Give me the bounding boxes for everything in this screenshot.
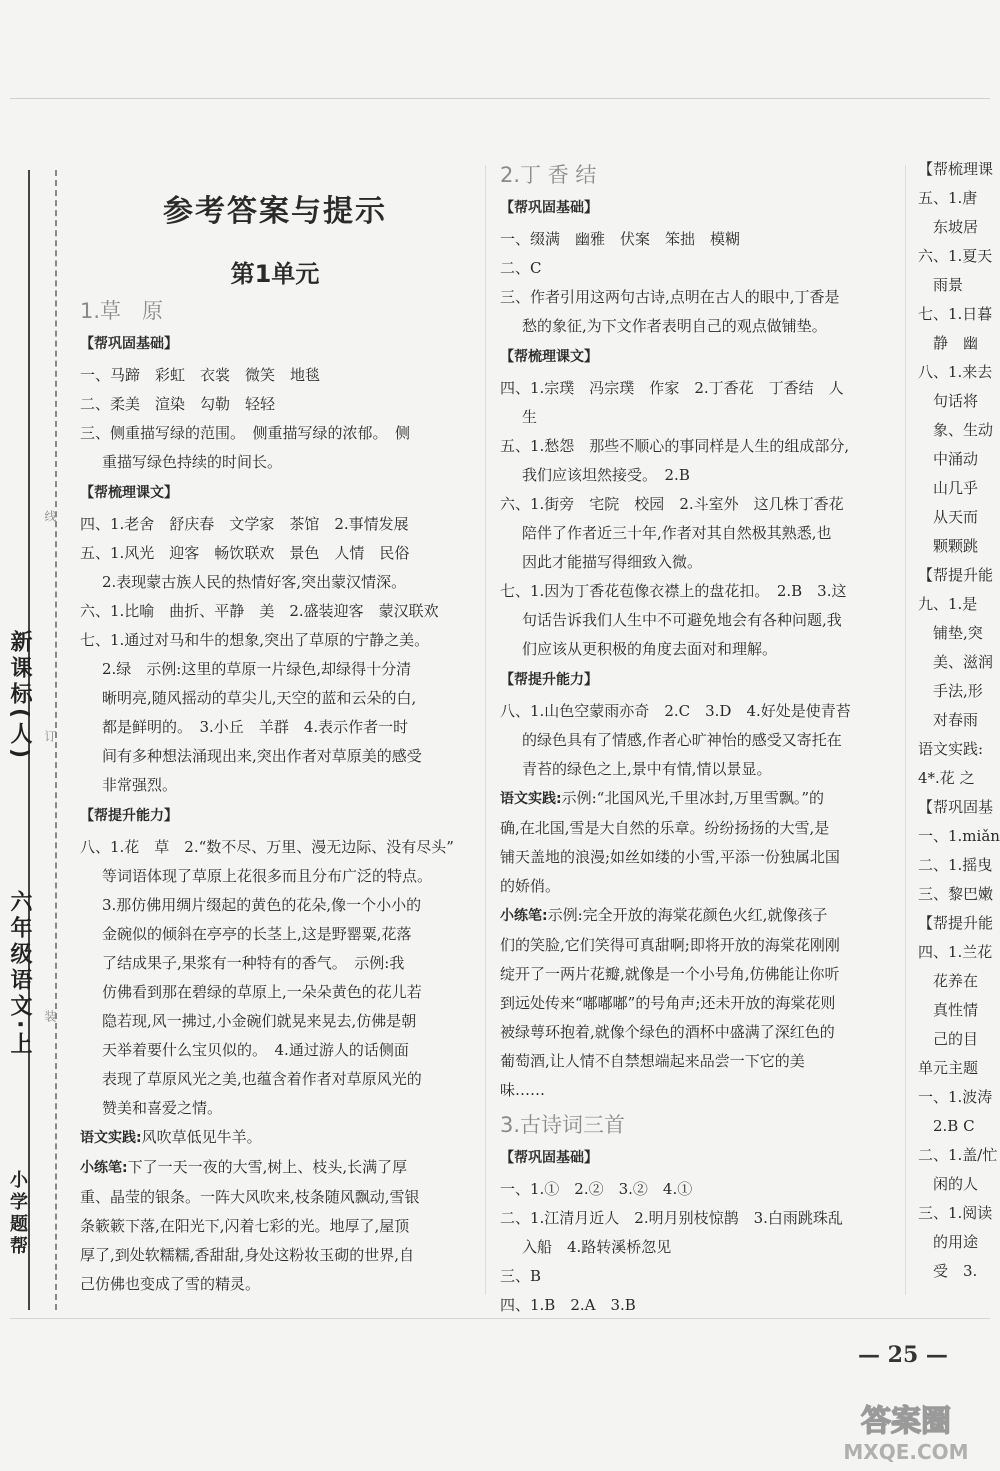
answer-label: 小练笔:	[500, 908, 548, 924]
answer-line: 们的笑脸,它们笑得可真甜啊;即将开放的海棠花刚刚	[500, 936, 840, 954]
cut-mark-bind: 订	[43, 730, 57, 742]
answer-line: 四、1.老舍 舒庆春 文学家 茶馆 2.事情发展	[80, 515, 409, 533]
answer-line: 二、1.摇曳	[918, 856, 993, 874]
answer-text: 示例:“北国风光,千里冰封,万里雪飘。”的	[561, 789, 825, 807]
answer-line: 五、1.风光 迎客 畅饮联欢 景色 人情 民俗	[80, 544, 410, 562]
answer-line: 五、1.愁怨 那些不顺心的事同样是人生的组成部分,	[500, 437, 850, 455]
section-heading: 【帮巩固基础】	[80, 336, 178, 352]
column-middle-content	[500, 161, 890, 1320]
answer-line: 雨景	[918, 276, 964, 294]
answer-line: 语文实践:	[918, 740, 984, 758]
watermark-brand: 答案圈	[861, 1404, 951, 1439]
answer-line	[500, 784, 890, 814]
answer-line: 己仿佛也变成了雪的精灵。	[80, 1275, 261, 1293]
answer-line: 九、1.是	[918, 595, 978, 613]
answer-line: 间有多种想法涌现出来,突出作者对草原美的感受	[102, 747, 422, 765]
section-heading: 【帮提升能力】	[80, 808, 178, 824]
answer-line: 美、滋润	[918, 653, 994, 671]
answer-line: 【帮提升能	[918, 566, 994, 584]
answer-line: 三、1.阅读	[918, 1204, 993, 1222]
answer-line: 一、1.miǎn	[918, 827, 1000, 845]
answer-line: 山几乎	[918, 479, 979, 497]
answer-line: 天举着要什么宝贝似的。 4.通过游人的话侧面	[102, 1041, 409, 1059]
answer-line	[80, 1123, 470, 1153]
column-middle	[500, 155, 890, 1320]
top-divider	[10, 98, 990, 99]
section-heading: 【帮巩固基础】	[500, 200, 598, 216]
answer-line: 金碗似的倾斜在亭亭的长茎上,这是野罂粟,花落	[102, 925, 412, 943]
answer-line: 一、1.波涛	[918, 1088, 993, 1106]
section-heading: 【帮巩固基础】	[500, 1150, 598, 1166]
answer-line: 二、C	[500, 259, 542, 277]
answer-line: 七、1.因为丁香花苞像衣襟上的盘花扣。 2.B 3.这	[500, 582, 847, 600]
answer-line: 五、1.唐	[918, 189, 978, 207]
lesson-title: 2.丁 香 结	[500, 163, 597, 187]
answer-line: 四、1.B 2.A 3.B	[500, 1296, 636, 1314]
answer-line: 表现了草原风光之美,也蕴含着作者对草原风光的	[102, 1070, 422, 1088]
answer-line: 到远处传来“嘟嘟嘟”的号角声;还未开放的海棠花则	[500, 994, 836, 1012]
column-separator	[905, 165, 906, 1295]
column-right-content	[918, 155, 1000, 1286]
answer-line: 三、侧重描写绿的范围。 侧重描写绿的浓郁。 侧	[80, 424, 411, 442]
answer-line: 静 幽	[918, 334, 979, 352]
answer-line: 八、1.花 草 2.“数不尽、万里、漫无边际、没有尽头”	[80, 838, 454, 856]
answer-line: 铺垫,突	[918, 624, 983, 642]
answer-line: 晰明亮,随风摇动的草尖儿,天空的蓝和云朵的白,	[102, 689, 417, 707]
answer-line: 对春雨	[918, 711, 979, 729]
watermark-logo	[818, 1395, 993, 1465]
column-left-content	[80, 297, 470, 1299]
answer-line: 己的目	[918, 1030, 979, 1048]
answer-line: 象、生动	[918, 421, 994, 439]
series-label: 新课标(人)	[7, 630, 32, 763]
answer-line: 因此才能描写得细致入微。	[522, 553, 703, 571]
answer-line: 手法,形	[918, 682, 983, 700]
answer-line: 句话告诉我们人生中不可避免地会有各种问题,我	[522, 611, 842, 629]
unit-title: 第1单元	[230, 260, 320, 288]
answer-line: 仿佛看到那在碧绿的草原上,一朵朵黄色的花儿若	[102, 983, 422, 1001]
answer-line: 我们应该坦然接受。 2.B	[522, 466, 690, 484]
answer-line: 等词语体现了草原上花很多而且分布广泛的特点。	[102, 867, 433, 885]
answer-line: 2.表现蒙古族人民的热情好客,突出蒙汉情深。	[102, 573, 407, 591]
answer-line: 闲的人	[918, 1175, 979, 1193]
answer-text: 示例:完全开放的海棠花颜色火红,就像孩子	[547, 906, 828, 924]
answer-line: 重描写绿色持续的时间长。	[102, 453, 283, 471]
answer-line: 味……	[500, 1081, 546, 1099]
answer-line	[80, 1153, 470, 1183]
answer-line: 东坡居	[918, 218, 979, 236]
cut-mark-line: 线	[43, 510, 57, 522]
answer-line: 六、1.夏天	[918, 247, 993, 265]
answer-line: 三、B	[500, 1267, 542, 1285]
watermark-url: MXQE.COM	[843, 1440, 969, 1464]
answer-line: 句话将	[918, 392, 979, 410]
grade-label: 六年级语文·上	[7, 890, 32, 1059]
answer-line: 确,在北国,雪是大自然的乐章。纷纷扬扬的大雪,是	[500, 819, 830, 837]
bottom-divider	[10, 1318, 990, 1319]
answer-line: 从天而	[918, 508, 979, 526]
answer-line: 非常强烈。	[102, 776, 178, 794]
answer-line: 的绿色具有了情感,作者心旷神怡的感受又寄托在	[522, 731, 842, 749]
column-separator	[485, 165, 486, 1295]
section-heading: 【帮提升能力】	[500, 672, 598, 688]
answer-line: 都是鲜明的。 3.小丘 羊群 4.表示作者一时	[102, 718, 409, 736]
answer-line: 们应该从更积极的角度去面对和理解。	[522, 640, 778, 658]
answer-line: 一、缀满 幽雅 伏案 笨拙 模糊	[500, 230, 741, 248]
answer-line: 二、柔美 渲染 勾勒 轻轻	[80, 395, 276, 413]
answer-line: 厚了,到处软糯糯,香甜甜,身处这粉妆玉砌的世界,自	[80, 1246, 415, 1264]
answer-line: 【帮巩固基	[918, 798, 994, 816]
binding-gutter	[0, 160, 72, 1310]
answer-line: 【帮梳理课	[918, 160, 994, 178]
answer-line: 花养在	[918, 972, 979, 990]
answer-line: 颗颗跳	[918, 537, 979, 555]
answer-line: 真性情	[918, 1001, 979, 1019]
answer-line: 六、1.街旁 宅院 校园 2.斗室外 这几株丁香花	[500, 495, 844, 513]
answer-line: 四、1.兰花	[918, 943, 993, 961]
column-left	[80, 155, 470, 1299]
answer-line: 七、1.日暮	[918, 305, 993, 323]
answer-line: 三、作者引用这两句古诗,点明在古人的眼中,丁香是	[500, 288, 840, 306]
answer-line	[500, 901, 890, 931]
section-heading: 【帮梳理课文】	[500, 349, 598, 365]
answer-line: 中涌动	[918, 450, 979, 468]
answer-line: 铺天盖地的浪漫;如丝如缕的小雪,平添一份独属北国	[500, 848, 840, 866]
answer-line: 二、1.盖/忙	[918, 1146, 998, 1164]
answer-text: 风吹草低见牛羊。	[141, 1128, 262, 1146]
page-number: — 25 —	[858, 1342, 948, 1368]
answer-line: 【帮提升能	[918, 914, 994, 932]
answer-line: 一、马蹄 彩虹 衣裳 微笑 地毯	[80, 366, 321, 384]
answer-line: 条簌簌下落,在阳光下,闪着七彩的光。地厚了,屋顶	[80, 1217, 410, 1235]
cut-mark-pack: 装	[43, 1010, 57, 1022]
column-right-partial	[918, 155, 1000, 1305]
answer-line: 重、晶莹的银条。一阵大风吹来,枝条随风飘动,雪银	[80, 1188, 420, 1206]
answer-line: 2.绿 示例:这里的草原一片绿色,却绿得十分清	[102, 660, 412, 678]
answer-label: 语文实践:	[80, 1130, 142, 1146]
answer-line: 愁的象征,为下文作者表明自己的观点做铺垫。	[522, 317, 827, 335]
answer-line: 三、黎巴嫩	[918, 885, 994, 903]
answer-line: 葡萄酒,让人情不自禁想端起来品尝一下它的美	[500, 1052, 805, 1070]
page-title: 参考答案与提示	[163, 194, 387, 229]
answer-line: 一、1.① 2.② 3.② 4.①	[500, 1180, 693, 1198]
answer-line: 二、1.江清月近人 2.明月别枝惊鹊 3.白雨跳珠乱	[500, 1209, 843, 1227]
answer-line: 单元主题	[918, 1059, 979, 1077]
answer-line: 被绿萼环抱着,就像个绿色的酒杯中盛满了深红色的	[500, 1023, 835, 1041]
answer-label: 语文实践:	[500, 791, 562, 807]
answer-line: 绽开了一两片花瓣,就像是一个小号角,仿佛能让你听	[500, 965, 840, 983]
answer-line: 入船 4.路转溪桥忽见	[522, 1238, 672, 1256]
answer-line: 3.那仿佛用绸片缀起的黄色的花朵,像一个小小的	[102, 896, 422, 914]
answer-line: 八、1.山色空蒙雨亦奇 2.C 3.D 4.好处是使青苔	[500, 702, 851, 720]
brand-label: 小学题帮	[7, 1170, 28, 1258]
answer-line: 了结成果子,果浆有一种特有的香气。 示例:我	[102, 954, 405, 972]
section-heading: 【帮梳理课文】	[80, 485, 178, 501]
lesson-title: 3.古诗词三首	[500, 1113, 626, 1137]
answer-label: 小练笔:	[80, 1160, 128, 1176]
answer-line: 4*.花 之	[918, 769, 975, 787]
answer-line: 赞美和喜爱之情。	[102, 1099, 223, 1117]
answer-line: 陪伴了作者近三十年,作者对其自然极其熟悉,也	[522, 524, 832, 542]
answer-line: 隐若现,风一拂过,小金碗们就晃来晃去,仿佛是朝	[102, 1012, 417, 1030]
answer-line: 的用途	[918, 1233, 979, 1251]
answer-line: 七、1.通过对马和牛的想象,突出了草原的宁静之美。	[80, 631, 430, 649]
answer-line: 六、1.比喻 曲折、平静 美 2.盛装迎客 蒙汉联欢	[80, 602, 439, 620]
answer-text: 下了一天一夜的大雪,树上、枝头,长满了厚	[127, 1158, 408, 1176]
answer-line: 四、1.宗璞 冯宗璞 作家 2.丁香花 丁香结 人	[500, 379, 844, 397]
answer-line: 受 3.	[918, 1262, 978, 1280]
answer-line: 的娇俏。	[500, 877, 561, 895]
answer-line: 2.B C	[918, 1117, 975, 1135]
answer-line: 八、1.来去	[918, 363, 993, 381]
answer-line: 青苔的绿色之上,景中有情,情以景显。	[522, 760, 772, 778]
lesson-title: 1.草 原	[80, 299, 164, 323]
answer-line: 生	[522, 408, 538, 426]
